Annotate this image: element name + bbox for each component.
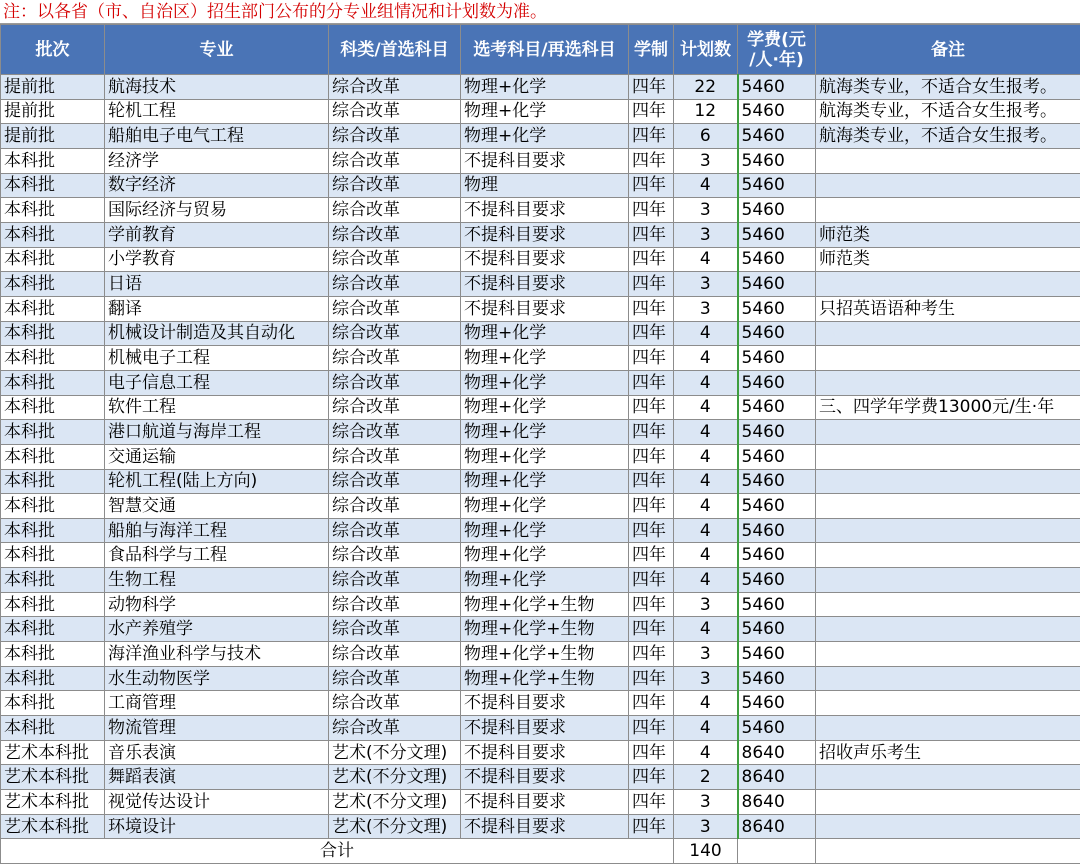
table-row	[1, 222, 1080, 247]
cell-batch[interactable]: 艺术本科批	[1, 765, 105, 790]
cell-duration[interactable]: 四年	[629, 99, 674, 124]
cell-major[interactable]: 翻译	[105, 296, 329, 321]
cell-subjects[interactable]: 不提科目要求	[461, 716, 629, 741]
cell-plan[interactable]: 3	[674, 222, 738, 247]
cell-duration[interactable]: 四年	[629, 173, 674, 198]
cell-subjects[interactable]: 物理+化学	[461, 99, 629, 124]
table-row	[1, 790, 1080, 815]
cell-batch[interactable]: 本科批	[1, 716, 105, 741]
cell-subjects[interactable]: 物理+化学	[461, 420, 629, 445]
cell-category[interactable]: 综合改革	[329, 420, 461, 445]
cell-subjects[interactable]: 物理+化学	[461, 518, 629, 543]
cell-duration[interactable]: 四年	[629, 765, 674, 790]
cell-duration[interactable]: 四年	[629, 666, 674, 691]
cell-fee[interactable]: 8640	[738, 740, 816, 765]
header-fee-line2: /人·年)	[749, 50, 803, 70]
cell-subjects[interactable]: 不提科目要求	[461, 790, 629, 815]
cell-subjects[interactable]: 不提科目要求	[461, 222, 629, 247]
cell-subjects[interactable]: 物理+化学+生物	[461, 642, 629, 667]
note-banner: 注：以各省（市、自治区）招生部门公布的分专业组情况和计划数为准。	[0, 0, 1080, 24]
table-row	[1, 395, 1080, 420]
cell-major[interactable]: 机械电子工程	[105, 346, 329, 371]
cell-plan[interactable]: 4	[674, 346, 738, 371]
cell-subjects[interactable]: 物理+化学	[461, 124, 629, 149]
cell-category[interactable]: 综合改革	[329, 568, 461, 593]
cell-plan[interactable]: 4	[674, 518, 738, 543]
cell-batch[interactable]: 本科批	[1, 568, 105, 593]
cell-batch[interactable]: 本科批	[1, 247, 105, 272]
cell-major[interactable]: 航海技术	[105, 75, 329, 100]
cell-fee[interactable]: 5460	[738, 321, 816, 346]
cell-plan[interactable]: 3	[674, 296, 738, 321]
cell-plan[interactable]: 3	[674, 814, 738, 839]
cell-major[interactable]: 电子信息工程	[105, 370, 329, 395]
cell-category[interactable]: 综合改革	[329, 494, 461, 519]
cell-category[interactable]: 综合改革	[329, 99, 461, 124]
cell-major[interactable]: 经济学	[105, 148, 329, 173]
cell-category[interactable]: 综合改革	[329, 173, 461, 198]
header-category[interactable]: 科类/首选科目	[329, 25, 461, 75]
cell-fee[interactable]: 5460	[738, 148, 816, 173]
cell-duration[interactable]: 四年	[629, 518, 674, 543]
cell-major[interactable]: 海洋渔业科学与技术	[105, 642, 329, 667]
cell-subjects[interactable]: 物理+化学	[461, 395, 629, 420]
cell-category[interactable]: 综合改革	[329, 370, 461, 395]
cell-major[interactable]: 生物工程	[105, 568, 329, 593]
cell-subjects[interactable]: 不提科目要求	[461, 691, 629, 716]
cell-major[interactable]: 软件工程	[105, 395, 329, 420]
cell-subjects[interactable]: 物理+化学	[461, 346, 629, 371]
cell-remark[interactable]	[816, 346, 1080, 371]
cell-duration[interactable]: 四年	[629, 75, 674, 100]
cell-major[interactable]: 音乐表演	[105, 740, 329, 765]
table-row	[1, 272, 1080, 297]
cell-major[interactable]: 船舶电子电气工程	[105, 124, 329, 149]
cell-duration[interactable]: 四年	[629, 617, 674, 642]
table-row	[1, 370, 1080, 395]
header-row	[1, 25, 1080, 75]
cell-subjects[interactable]: 物理+化学	[461, 469, 629, 494]
cell-category[interactable]: 综合改革	[329, 469, 461, 494]
cell-batch[interactable]: 本科批	[1, 148, 105, 173]
cell-remark[interactable]	[816, 469, 1080, 494]
cell-subjects[interactable]: 不提科目要求	[461, 198, 629, 223]
cell-batch[interactable]: 本科批	[1, 222, 105, 247]
cell-remark[interactable]	[816, 568, 1080, 593]
cell-subjects[interactable]: 物理+化学	[461, 568, 629, 593]
cell-fee[interactable]: 5460	[738, 642, 816, 667]
cell-major[interactable]: 水生动物医学	[105, 666, 329, 691]
cell-batch[interactable]: 提前批	[1, 124, 105, 149]
cell-fee[interactable]: 8640	[738, 814, 816, 839]
cell-remark[interactable]	[816, 716, 1080, 741]
cell-plan[interactable]: 4	[674, 543, 738, 568]
header-major[interactable]: 专业	[105, 25, 329, 75]
cell-remark[interactable]	[816, 814, 1080, 839]
cell-subjects[interactable]: 物理+化学	[461, 543, 629, 568]
cell-major[interactable]: 港口航道与海岸工程	[105, 420, 329, 445]
cell-subjects[interactable]: 物理	[461, 173, 629, 198]
cell-subjects[interactable]: 不提科目要求	[461, 272, 629, 297]
cell-major[interactable]: 交通运输	[105, 444, 329, 469]
cell-remark[interactable]	[816, 420, 1080, 445]
cell-duration[interactable]: 四年	[629, 272, 674, 297]
cell-remark[interactable]: 三、四学年学费13000元/生·年	[816, 395, 1080, 420]
cell-fee[interactable]: 5460	[738, 346, 816, 371]
total-fee-cell[interactable]	[738, 839, 816, 864]
cell-remark[interactable]: 招收声乐考生	[816, 740, 1080, 765]
cell-remark[interactable]	[816, 494, 1080, 519]
cell-category[interactable]: 综合改革	[329, 272, 461, 297]
total-label[interactable]: 合计	[1, 839, 674, 864]
cell-category[interactable]: 综合改革	[329, 222, 461, 247]
cell-category[interactable]: 综合改革	[329, 75, 461, 100]
table-row	[1, 321, 1080, 346]
admission-plan-table	[0, 24, 1080, 864]
table-row	[1, 691, 1080, 716]
cell-plan[interactable]: 4	[674, 420, 738, 445]
cell-duration[interactable]: 四年	[629, 543, 674, 568]
cell-category[interactable]: 综合改革	[329, 617, 461, 642]
cell-batch[interactable]: 本科批	[1, 173, 105, 198]
cell-plan[interactable]: 4	[674, 568, 738, 593]
cell-fee[interactable]: 5460	[738, 99, 816, 124]
cell-plan[interactable]: 4	[674, 716, 738, 741]
cell-category[interactable]: 综合改革	[329, 444, 461, 469]
table-row	[1, 75, 1080, 100]
cell-remark[interactable]	[816, 592, 1080, 617]
cell-batch[interactable]: 本科批	[1, 592, 105, 617]
cell-subjects[interactable]: 不提科目要求	[461, 740, 629, 765]
cell-duration[interactable]: 四年	[629, 592, 674, 617]
table-row	[1, 740, 1080, 765]
cell-fee[interactable]: 5460	[738, 469, 816, 494]
table-row	[1, 173, 1080, 198]
cell-category[interactable]: 综合改革	[329, 148, 461, 173]
cell-major[interactable]: 国际经济与贸易	[105, 198, 329, 223]
cell-remark[interactable]: 航海类专业，不适合女生报考。	[816, 124, 1080, 149]
cell-major[interactable]: 数字经济	[105, 173, 329, 198]
cell-remark[interactable]	[816, 321, 1080, 346]
cell-fee[interactable]: 5460	[738, 666, 816, 691]
header-subjects[interactable]: 选考科目/再选科目	[461, 25, 629, 75]
cell-plan[interactable]: 4	[674, 740, 738, 765]
table-row	[1, 592, 1080, 617]
cell-fee[interactable]: 8640	[738, 765, 816, 790]
cell-remark[interactable]: 航海类专业，不适合女生报考。	[816, 75, 1080, 100]
cell-subjects[interactable]: 不提科目要求	[461, 148, 629, 173]
table-row	[1, 469, 1080, 494]
table-row	[1, 296, 1080, 321]
cell-duration[interactable]: 四年	[629, 370, 674, 395]
cell-category[interactable]: 综合改革	[329, 247, 461, 272]
cell-duration[interactable]: 四年	[629, 444, 674, 469]
cell-subjects[interactable]: 物理+化学	[461, 494, 629, 519]
cell-remark[interactable]: 航海类专业，不适合女生报考。	[816, 99, 1080, 124]
table-row	[1, 420, 1080, 445]
cell-duration[interactable]: 四年	[629, 222, 674, 247]
total-row	[1, 839, 1080, 864]
cell-category[interactable]: 综合改革	[329, 395, 461, 420]
cell-major[interactable]: 智慧交通	[105, 494, 329, 519]
cell-remark[interactable]	[816, 543, 1080, 568]
table-row	[1, 198, 1080, 223]
cell-batch[interactable]: 本科批	[1, 370, 105, 395]
cell-category[interactable]: 综合改革	[329, 543, 461, 568]
cell-major[interactable]: 视觉传达设计	[105, 790, 329, 815]
cell-batch[interactable]: 本科批	[1, 666, 105, 691]
cell-batch[interactable]: 本科批	[1, 395, 105, 420]
cell-fee[interactable]: 5460	[738, 543, 816, 568]
cell-plan[interactable]: 6	[674, 124, 738, 149]
cell-plan[interactable]: 3	[674, 642, 738, 667]
table-row	[1, 124, 1080, 149]
cell-duration[interactable]: 四年	[629, 568, 674, 593]
cell-remark[interactable]	[816, 642, 1080, 667]
header-fee-line1: 学费(元	[747, 30, 806, 50]
table-row	[1, 642, 1080, 667]
cell-subjects[interactable]: 不提科目要求	[461, 296, 629, 321]
cell-batch[interactable]: 艺术本科批	[1, 790, 105, 815]
cell-plan[interactable]: 4	[674, 321, 738, 346]
cell-fee[interactable]: 5460	[738, 568, 816, 593]
cell-batch[interactable]: 本科批	[1, 691, 105, 716]
cell-subjects[interactable]: 物理+化学	[461, 370, 629, 395]
cell-remark[interactable]	[816, 617, 1080, 642]
cell-fee[interactable]: 5460	[738, 222, 816, 247]
cell-fee[interactable]: 5460	[738, 592, 816, 617]
header-fee[interactable]	[738, 25, 816, 75]
cell-category[interactable]: 综合改革	[329, 198, 461, 223]
cell-category[interactable]: 综合改革	[329, 691, 461, 716]
cell-duration[interactable]: 四年	[629, 469, 674, 494]
cell-plan[interactable]: 4	[674, 173, 738, 198]
cell-plan[interactable]: 3	[674, 790, 738, 815]
cell-batch[interactable]: 艺术本科批	[1, 740, 105, 765]
cell-remark[interactable]	[816, 198, 1080, 223]
cell-category[interactable]: 艺术(不分文理)	[329, 790, 461, 815]
cell-batch[interactable]: 提前批	[1, 75, 105, 100]
cell-batch[interactable]: 本科批	[1, 321, 105, 346]
cell-remark[interactable]: 师范类	[816, 222, 1080, 247]
cell-fee[interactable]: 5460	[738, 444, 816, 469]
cell-batch[interactable]: 本科批	[1, 518, 105, 543]
table-row	[1, 814, 1080, 839]
cell-batch[interactable]: 本科批	[1, 617, 105, 642]
cell-category[interactable]: 综合改革	[329, 666, 461, 691]
cell-fee[interactable]: 5460	[738, 494, 816, 519]
table-row	[1, 99, 1080, 124]
cell-fee[interactable]: 5460	[738, 370, 816, 395]
cell-category[interactable]: 综合改革	[329, 296, 461, 321]
cell-fee[interactable]: 5460	[738, 173, 816, 198]
cell-duration[interactable]: 四年	[629, 420, 674, 445]
cell-batch[interactable]: 提前批	[1, 99, 105, 124]
cell-plan[interactable]: 22	[674, 75, 738, 100]
cell-batch[interactable]: 本科批	[1, 469, 105, 494]
cell-plan[interactable]: 4	[674, 691, 738, 716]
cell-duration[interactable]: 四年	[629, 124, 674, 149]
cell-plan[interactable]: 4	[674, 469, 738, 494]
cell-fee[interactable]: 5460	[738, 716, 816, 741]
cell-fee[interactable]: 5460	[738, 296, 816, 321]
cell-plan[interactable]: 2	[674, 765, 738, 790]
cell-remark[interactable]	[816, 518, 1080, 543]
cell-plan[interactable]: 12	[674, 99, 738, 124]
cell-duration[interactable]: 四年	[629, 691, 674, 716]
cell-fee[interactable]: 8640	[738, 790, 816, 815]
cell-duration[interactable]: 四年	[629, 395, 674, 420]
table-row	[1, 444, 1080, 469]
cell-fee[interactable]: 5460	[738, 124, 816, 149]
cell-plan[interactable]: 4	[674, 370, 738, 395]
cell-major[interactable]: 机械设计制造及其自动化	[105, 321, 329, 346]
cell-remark[interactable]	[816, 148, 1080, 173]
cell-remark[interactable]	[816, 272, 1080, 297]
cell-batch[interactable]: 艺术本科批	[1, 814, 105, 839]
cell-subjects[interactable]: 物理+化学+生物	[461, 666, 629, 691]
cell-fee[interactable]: 5460	[738, 691, 816, 716]
cell-subjects[interactable]: 物理+化学	[461, 75, 629, 100]
cell-major[interactable]: 轮机工程(陆上方向)	[105, 469, 329, 494]
cell-fee[interactable]: 5460	[738, 518, 816, 543]
cell-duration[interactable]: 四年	[629, 814, 674, 839]
cell-duration[interactable]: 四年	[629, 296, 674, 321]
cell-duration[interactable]: 四年	[629, 740, 674, 765]
total-remark-cell[interactable]	[816, 839, 1080, 864]
cell-major[interactable]: 日语	[105, 272, 329, 297]
table-row	[1, 247, 1080, 272]
table-row	[1, 494, 1080, 519]
cell-batch[interactable]: 本科批	[1, 198, 105, 223]
cell-fee[interactable]: 5460	[738, 420, 816, 445]
cell-major[interactable]: 水产养殖学	[105, 617, 329, 642]
cell-duration[interactable]: 四年	[629, 642, 674, 667]
cell-duration[interactable]: 四年	[629, 198, 674, 223]
cell-category[interactable]: 综合改革	[329, 716, 461, 741]
cell-fee[interactable]: 5460	[738, 617, 816, 642]
cell-duration[interactable]: 四年	[629, 148, 674, 173]
header-remark[interactable]: 备注	[816, 25, 1080, 75]
table-row	[1, 765, 1080, 790]
cell-major[interactable]: 船舶与海洋工程	[105, 518, 329, 543]
table-row	[1, 148, 1080, 173]
table-row	[1, 666, 1080, 691]
cell-plan[interactable]: 3	[674, 148, 738, 173]
cell-remark[interactable]	[816, 173, 1080, 198]
total-value[interactable]: 140	[674, 839, 738, 864]
cell-plan[interactable]: 3	[674, 666, 738, 691]
cell-remark[interactable]	[816, 691, 1080, 716]
cell-subjects[interactable]: 物理+化学	[461, 321, 629, 346]
cell-major[interactable]: 舞蹈表演	[105, 765, 329, 790]
cell-major[interactable]: 轮机工程	[105, 99, 329, 124]
cell-category[interactable]: 综合改革	[329, 518, 461, 543]
cell-subjects[interactable]: 物理+化学+生物	[461, 592, 629, 617]
cell-duration[interactable]: 四年	[629, 346, 674, 371]
cell-major[interactable]: 小学教育	[105, 247, 329, 272]
cell-batch[interactable]: 本科批	[1, 296, 105, 321]
cell-major[interactable]: 环境设计	[105, 814, 329, 839]
cell-category[interactable]: 艺术(不分文理)	[329, 765, 461, 790]
cell-major[interactable]: 工商管理	[105, 691, 329, 716]
cell-remark[interactable]	[816, 370, 1080, 395]
cell-subjects[interactable]: 不提科目要求	[461, 765, 629, 790]
cell-remark[interactable]	[816, 444, 1080, 469]
cell-category[interactable]: 综合改革	[329, 321, 461, 346]
cell-fee[interactable]: 5460	[738, 75, 816, 100]
cell-duration[interactable]: 四年	[629, 790, 674, 815]
cell-major[interactable]: 物流管理	[105, 716, 329, 741]
table-body	[1, 75, 1080, 839]
table-row	[1, 568, 1080, 593]
header-batch[interactable]: 批次	[1, 25, 105, 75]
cell-duration[interactable]: 四年	[629, 716, 674, 741]
header-plan[interactable]: 计划数	[674, 25, 738, 75]
cell-subjects[interactable]: 物理+化学+生物	[461, 617, 629, 642]
table-row	[1, 518, 1080, 543]
cell-batch[interactable]: 本科批	[1, 494, 105, 519]
cell-plan[interactable]: 3	[674, 272, 738, 297]
cell-major[interactable]: 动物科学	[105, 592, 329, 617]
cell-plan[interactable]: 4	[674, 247, 738, 272]
cell-category[interactable]: 综合改革	[329, 592, 461, 617]
table-row	[1, 543, 1080, 568]
cell-fee[interactable]: 5460	[738, 198, 816, 223]
cell-subjects[interactable]: 不提科目要求	[461, 247, 629, 272]
cell-remark[interactable]	[816, 765, 1080, 790]
cell-category[interactable]: 综合改革	[329, 642, 461, 667]
cell-plan[interactable]: 4	[674, 395, 738, 420]
table-row	[1, 346, 1080, 371]
header-duration[interactable]: 学制	[629, 25, 674, 75]
cell-batch[interactable]: 本科批	[1, 444, 105, 469]
cell-plan[interactable]: 3	[674, 198, 738, 223]
cell-fee[interactable]: 5460	[738, 272, 816, 297]
cell-remark[interactable]: 师范类	[816, 247, 1080, 272]
cell-batch[interactable]: 本科批	[1, 642, 105, 667]
cell-major[interactable]: 食品科学与工程	[105, 543, 329, 568]
cell-duration[interactable]: 四年	[629, 494, 674, 519]
cell-category[interactable]: 艺术(不分文理)	[329, 814, 461, 839]
cell-plan[interactable]: 4	[674, 494, 738, 519]
cell-remark[interactable]	[816, 790, 1080, 815]
cell-major[interactable]: 学前教育	[105, 222, 329, 247]
cell-category[interactable]: 艺术(不分文理)	[329, 740, 461, 765]
cell-batch[interactable]: 本科批	[1, 272, 105, 297]
cell-duration[interactable]: 四年	[629, 321, 674, 346]
cell-subjects[interactable]: 不提科目要求	[461, 814, 629, 839]
cell-plan[interactable]: 3	[674, 592, 738, 617]
cell-batch[interactable]: 本科批	[1, 346, 105, 371]
cell-duration[interactable]: 四年	[629, 247, 674, 272]
cell-batch[interactable]: 本科批	[1, 543, 105, 568]
cell-batch[interactable]: 本科批	[1, 420, 105, 445]
table-row	[1, 617, 1080, 642]
cell-category[interactable]: 综合改革	[329, 346, 461, 371]
cell-fee[interactable]: 5460	[738, 395, 816, 420]
cell-category[interactable]: 综合改革	[329, 124, 461, 149]
cell-fee[interactable]: 5460	[738, 247, 816, 272]
table-row	[1, 716, 1080, 741]
cell-subjects[interactable]: 物理+化学	[461, 444, 629, 469]
cell-plan[interactable]: 4	[674, 444, 738, 469]
cell-plan[interactable]: 4	[674, 617, 738, 642]
cell-remark[interactable]	[816, 666, 1080, 691]
cell-remark[interactable]: 只招英语语种考生	[816, 296, 1080, 321]
